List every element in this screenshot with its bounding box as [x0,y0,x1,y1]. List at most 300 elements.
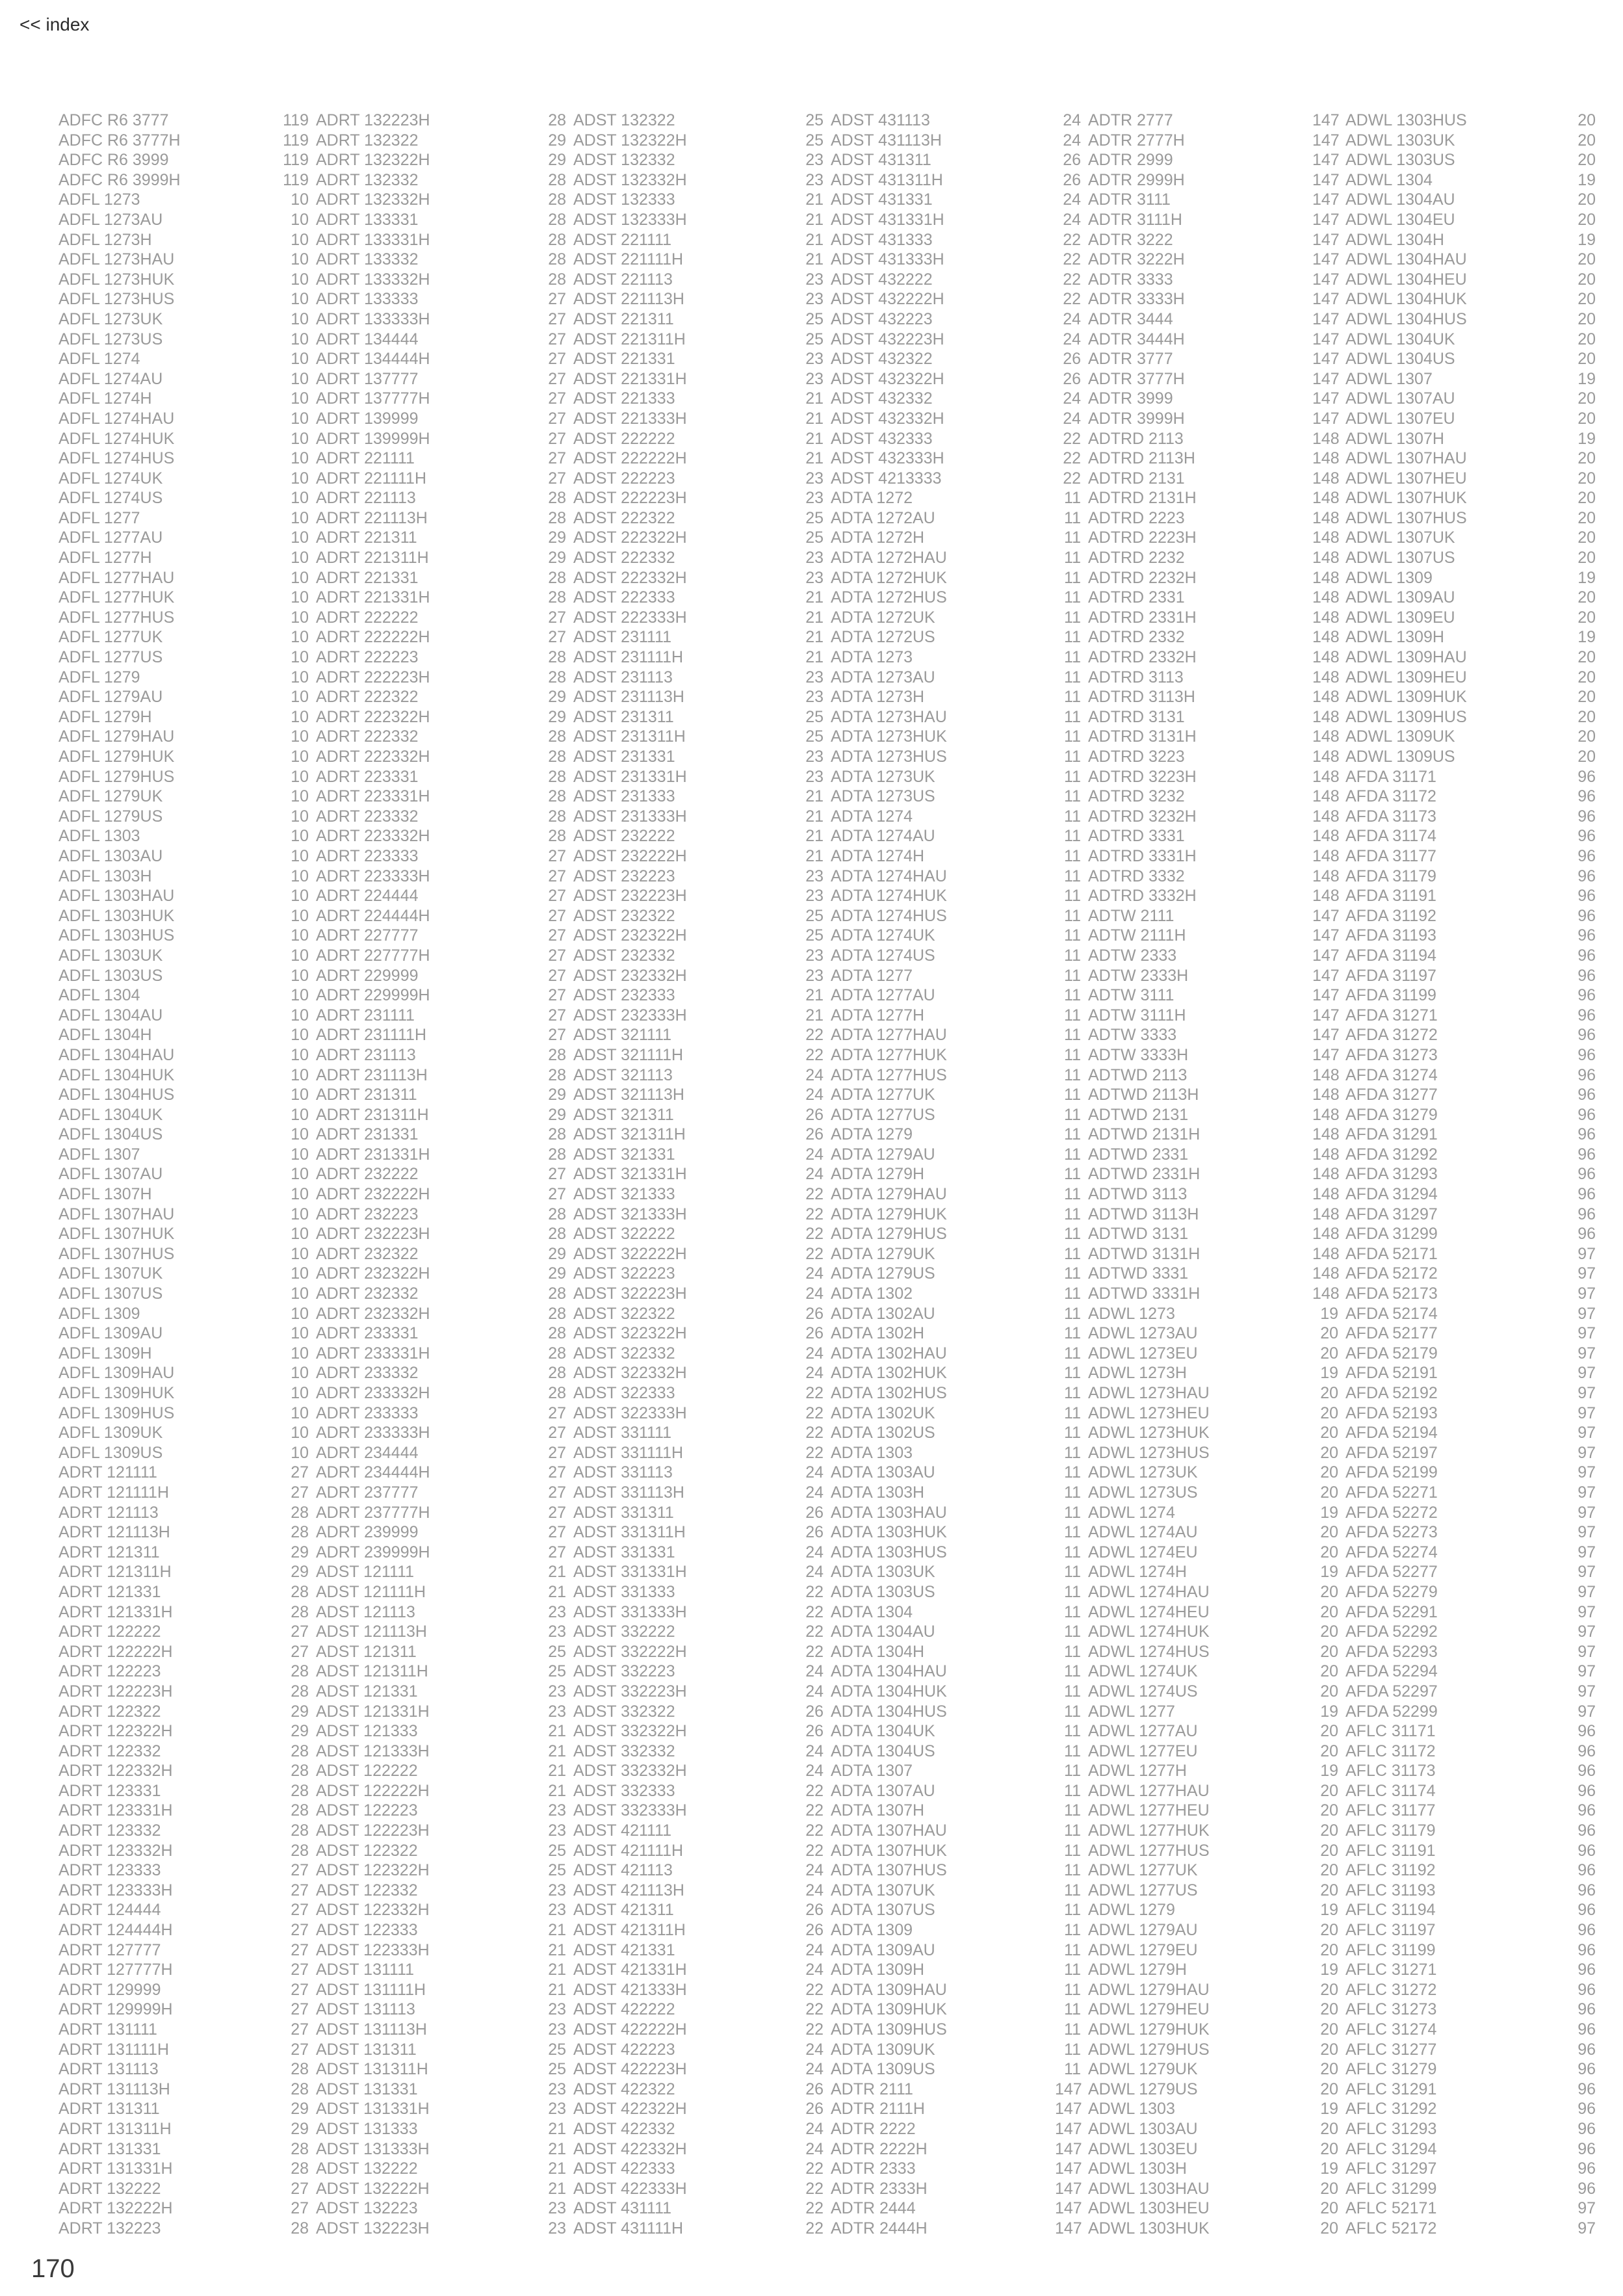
index-entry [1088,469,1338,489]
product-code: ADST 332332H [573,1762,687,1781]
page-reference: 20 [1320,2179,1338,2198]
index-entry [316,449,566,469]
product-code: ADST 122322 [316,1841,418,1860]
product-code: ADST 231311 [573,707,674,726]
product-code: ADWL 1273UK [1088,1463,1198,1482]
product-code: ADTWD 3331H [1088,1285,1201,1303]
index-entry [1345,429,1596,449]
page-reference: 20 [1578,707,1596,726]
page-reference: 19 [1320,1702,1338,1721]
page-reference: 10 [291,588,309,607]
product-code: ADST 232322H [573,926,687,945]
page-reference: 27 [291,1961,309,1979]
index-entry [831,349,1081,369]
page-reference: 21 [548,1781,566,1800]
product-code: AFDA 52179 [1345,1344,1438,1363]
index-entry [1345,568,1596,588]
product-code: ADWL 1277 [1088,1702,1175,1721]
page-reference: 11 [1064,2040,1081,2059]
page-reference: 20 [1320,1483,1338,1502]
index-entry [1088,2080,1338,2100]
product-code: ADST 421331 [573,1940,675,1959]
product-code: ADST 221331 [573,350,675,369]
page-reference: 97 [1578,1623,1596,1641]
product-code: ADRT 123331H [58,1801,173,1820]
index-entry [1088,1761,1338,1781]
index-entry [1345,1781,1596,1801]
product-code: ADTA 1304 [831,1602,913,1621]
index-entry [573,1721,824,1742]
product-code: ADST 331331 [573,1543,675,1561]
product-code: ADST 221113H [573,290,684,309]
product-code: ADRT 123332H [58,1841,173,1860]
index-entry [1088,2099,1338,2119]
index-entry [1345,1324,1596,1344]
back-to-index-link[interactable]: << index [19,14,90,34]
index-entry [831,1383,1081,1403]
index-entry [316,230,566,250]
index-entry [831,906,1081,926]
index-entry [573,1065,824,1086]
page-reference: 96 [1578,1722,1596,1741]
page-reference: 24 [805,1364,824,1383]
index-entry [1345,2040,1596,2060]
product-code: ADTA 1303 [831,1443,913,1462]
index-entry [1345,1065,1596,1086]
index-entry [573,1025,824,1045]
page-reference: 28 [548,767,566,786]
index-entry [316,1522,566,1543]
product-code: AFDA 31193 [1345,926,1436,945]
product-code: ADST 322322 [573,1304,675,1323]
page-reference: 20 [1578,250,1596,269]
page-reference: 20 [1578,489,1596,508]
product-code: ADTWD 3113H [1088,1205,1199,1223]
product-code: ADST 122333 [316,1921,418,1940]
index-entry [316,787,566,807]
index-entry [573,508,824,528]
product-code: ADTA 1279HUS [831,1225,947,1244]
page-reference: 147 [1312,926,1340,945]
index-entry [316,1423,566,1443]
page-reference: 96 [1578,1801,1596,1820]
page-reference: 20 [1578,469,1596,488]
index-entry [58,826,309,846]
product-code: ADTA 1309HUK [831,2000,947,2019]
page-reference: 10 [291,787,309,806]
product-code: ADRT 232332 [316,1285,419,1303]
page-reference: 11 [1064,628,1081,647]
product-code: AFLC 31191 [1345,1841,1436,1860]
page-reference: 22 [1063,469,1081,488]
page-reference: 11 [1064,1821,1081,1840]
page-reference: 20 [1320,1523,1338,1542]
index-entry [58,1403,309,1424]
page-reference: 28 [291,1602,309,1621]
page-reference: 21 [548,1722,566,1741]
product-code: ADST 121113 [316,1602,415,1621]
index-entry [1088,1324,1338,1344]
page-reference: 29 [548,1105,566,1124]
index-entry [573,707,824,727]
page-reference: 24 [1063,210,1081,229]
index-entry [58,1443,309,1463]
page-reference: 28 [548,1225,566,1244]
product-code: ADST 121311 [316,1642,417,1661]
product-code: ADFL 1307UK [58,1264,163,1283]
index-entry [1088,1363,1338,1383]
page-reference: 10 [291,946,309,965]
page-reference: 96 [1578,887,1596,906]
index-entry [316,1403,566,1424]
page-reference: 147 [1055,2199,1082,2218]
product-code: ADWL 1277HAU [1088,1781,1210,1800]
product-code: ADTR 3111H [1088,210,1182,229]
index-entry [831,1742,1081,1762]
page-reference: 148 [1312,867,1340,885]
page-reference: 148 [1312,727,1340,746]
index-entry [573,270,824,290]
page-reference: 29 [291,1702,309,1721]
index-entry [573,966,824,986]
product-code: ADST 231111H [573,648,684,667]
index-entry [1345,966,1596,986]
product-code: ADST 321333 [573,1185,675,1204]
index-entry [316,1960,566,1980]
index-entry [316,349,566,369]
index-entry [573,807,824,827]
page-reference: 28 [548,230,566,249]
product-code: ADTWD 3131H [1088,1244,1201,1263]
product-code: ADTRD 3113 [1088,668,1184,686]
index-entry [1345,588,1596,608]
index-entry [831,1980,1081,2000]
page-reference: 10 [291,469,309,488]
page-reference: 27 [548,1165,566,1184]
page-reference: 22 [805,1185,824,1204]
product-code: ADTRD 2232H [1088,568,1197,587]
product-code: ADRT 232223H [316,1225,430,1244]
product-code: ADST 222332 [573,549,675,567]
product-code: ADFL 1274HUS [58,449,175,468]
index-entry [58,1940,309,1961]
product-code: ADRT 221311H [316,549,429,567]
index-entry [316,985,566,1006]
page-reference: 119 [283,170,309,189]
page-reference: 11 [1064,707,1081,726]
product-code: ADRT 122223H [58,1682,173,1701]
index-entry [316,270,566,290]
page-reference: 28 [291,1762,309,1781]
product-code: ADTA 1273HUK [831,727,947,746]
page-reference: 28 [291,2159,309,2178]
index-entry [58,1860,309,1881]
index-entry [1345,687,1596,707]
page-reference: 21 [548,1980,566,1999]
index-entry [316,1582,566,1602]
index-entry [573,469,824,489]
index-entry [316,548,566,568]
page-reference: 20 [1320,1921,1338,1940]
index-entry [831,886,1081,906]
index-entry [573,1344,824,1364]
page-reference: 22 [805,1841,824,1860]
page-reference: 10 [291,389,309,408]
page-reference: 19 [1578,369,1596,388]
index-entry [1345,210,1596,230]
page-reference: 11 [1064,528,1081,547]
product-code: ADST 421333H [573,1980,687,1999]
page-reference: 23 [548,2100,566,2119]
index-entry [831,2080,1081,2100]
page-reference: 25 [548,1861,566,1880]
page-reference: 23 [805,151,824,170]
page-reference: 20 [1320,2199,1338,2218]
product-code: ADRT 132222 [58,2179,161,2198]
page-reference: 28 [548,787,566,806]
product-code: ADRT 222322H [316,707,430,726]
index-entry [58,1085,309,1105]
index-entry [1345,826,1596,846]
index-entry [1345,1801,1596,1821]
product-code: ADST 221111H [573,250,684,269]
page-reference: 96 [1578,2020,1596,2039]
page-reference: 27 [548,1443,566,1462]
index-entry [1345,767,1596,787]
index-entry [1088,409,1338,429]
page-reference: 21 [548,1961,566,1979]
page-reference: 11 [1064,1105,1081,1124]
product-code: ADTW 2333 [1088,946,1177,965]
index-entry [316,1324,566,1344]
product-code: AFLC 31194 [1345,1901,1436,1920]
product-code: ADRT 133332 [316,250,419,269]
index-entry [316,1841,566,1861]
product-code: ADFL 1279HUK [58,748,175,766]
product-code: ADTA 1273US [831,787,935,806]
index-entry [58,1125,309,1145]
page-reference: 20 [1578,588,1596,607]
product-code: ADTA 1274UK [831,926,935,945]
page-reference: 20 [1578,449,1596,468]
product-code: ADST 222223 [573,469,675,488]
product-code: ADRT 129999H [58,2000,173,2019]
index-entry [316,1761,566,1781]
index-entry [58,289,309,309]
index-entry [573,1801,824,1821]
index-column-5 [1088,111,1338,2239]
product-code: ADTA 1309 [831,1921,913,1940]
product-code: ADRT 122322 [58,1702,161,1721]
page-reference: 27 [548,309,566,328]
page-reference: 97 [1578,1702,1596,1721]
index-entry [316,826,566,846]
index-entry [316,608,566,628]
index-entry [573,1761,824,1781]
product-code: ADST 232322 [573,906,675,925]
product-code: ADST 221113 [573,270,673,289]
product-code: ADST 221333H [573,409,687,428]
page-reference: 11 [1064,1403,1081,1422]
page-reference: 96 [1578,2179,1596,2198]
product-code: ADTA 1302UK [831,1403,935,1422]
product-code: ADWL 1273HAU [1088,1384,1210,1402]
page-reference: 25 [548,1841,566,1860]
product-code: ADST 421111H [573,1841,684,1860]
index-entry [58,1383,309,1403]
page-reference: 148 [1312,449,1340,468]
page-reference: 23 [805,668,824,686]
index-entry [316,111,566,131]
index-entry [1088,886,1338,906]
page-reference: 147 [1312,409,1340,428]
index-entry [316,2080,566,2100]
index-entry [1088,389,1338,409]
product-code: ADTA 1302AU [831,1304,935,1323]
product-code: ADRT 231111H [316,1026,427,1045]
page-reference: 20 [1578,409,1596,428]
product-code: ADST 422222H [573,2020,687,2039]
index-entry [831,1940,1081,1961]
index-entry [1088,647,1338,668]
page-reference: 11 [1064,688,1081,707]
page-reference: 147 [1055,2080,1082,2098]
index-entry [573,488,824,508]
product-code: ADTA 1303HUS [831,1543,947,1561]
product-code: ADTA 1302HAU [831,1344,947,1363]
page-reference: 27 [548,966,566,985]
index-entry [316,1125,566,1145]
product-code: ADFL 1279US [58,807,163,826]
product-code: ADWL 1307EU [1345,409,1455,428]
index-entry [573,1742,824,1762]
product-code: ADTRD 2332H [1088,648,1197,667]
product-code: ADWL 1279 [1088,1901,1175,1920]
product-code: ADST 322222H [573,1244,687,1263]
product-code: ADTA 1307H [831,1801,925,1820]
product-code: ADFL 1277US [58,648,163,667]
index-entry [316,1781,566,1801]
product-code: ADST 422322 [573,2080,675,2098]
index-entry [58,1662,309,1682]
index-entry [316,1662,566,1682]
product-code: ADWL 1303HUK [1088,2219,1210,2237]
product-code: ADWL 1277H [1088,1762,1187,1781]
product-code: ADTA 1303HAU [831,1503,947,1522]
index-entry [831,1702,1081,1722]
page-reference: 26 [805,1125,824,1144]
product-code: ADRT 222223 [316,648,419,667]
page-reference: 10 [291,489,309,508]
product-code: ADST 231333 [573,787,675,806]
page-reference: 28 [291,2219,309,2237]
page-reference: 27 [548,429,566,448]
index-entry [831,867,1081,887]
page-reference: 28 [291,1841,309,1860]
page-reference: 10 [291,1443,309,1462]
index-entry [831,1443,1081,1463]
page-reference: 22 [1063,449,1081,468]
page-reference: 19 [1578,170,1596,189]
index-entry [1088,1383,1338,1403]
page-reference: 147 [1312,250,1340,269]
product-code: ADST 421331H [573,1961,687,1979]
page-reference: 10 [291,528,309,547]
page-reference: 28 [291,1742,309,1760]
product-code: ADST 122222 [316,1762,418,1781]
index-entry [1088,1860,1338,1881]
index-entry [831,767,1081,787]
product-code: AFDA 52294 [1345,1662,1438,1681]
product-code: AFDA 52273 [1345,1523,1438,1542]
product-code: ADRT 131111 [58,2020,157,2039]
page-reference: 21 [548,1582,566,1601]
product-code: ADST 122332H [316,1901,430,1920]
page-reference: 23 [805,549,824,567]
index-entry [58,1205,309,1225]
product-code: ADTW 2111H [1088,926,1186,945]
index-entry [1088,1622,1338,1642]
index-entry [573,747,824,767]
index-entry [58,2020,309,2040]
product-code: ADTA 1304HAU [831,1662,947,1681]
product-code: ADFL 1273UK [58,309,163,328]
product-code: ADST 121111H [316,1582,426,1601]
index-entry [1088,2179,1338,2199]
page-reference: 24 [805,2060,824,2079]
index-entry [1345,1602,1596,1623]
page-reference: 29 [548,1086,566,1104]
index-entry [831,1006,1081,1026]
index-entry [58,1562,309,1582]
product-code: ADRT 221311 [316,528,417,547]
index-entry [831,409,1081,429]
product-code: ADRT 222222H [316,628,430,647]
product-code: ADRT 139999 [316,409,419,428]
product-code: ADTA 1303AU [831,1463,935,1482]
product-code: ADTR 2222H [831,2139,928,2158]
page-reference: 28 [548,270,566,289]
product-code: AFLC 31197 [1345,1921,1436,1940]
page-reference: 27 [548,409,566,428]
index-entry [58,250,309,270]
index-entry [831,807,1081,827]
index-entry [1345,1363,1596,1383]
index-entry [573,2040,824,2060]
page-reference: 96 [1578,1921,1596,1940]
page-reference: 23 [805,270,824,289]
index-entry [831,1045,1081,1065]
product-code: ADTA 1309HAU [831,1980,947,1999]
index-entry [316,966,566,986]
page-reference: 148 [1312,1225,1340,1244]
index-entry [1088,1522,1338,1543]
index-entry [573,946,824,966]
page-reference: 10 [291,887,309,906]
product-code: ADTR 2777H [1088,131,1185,150]
page-reference: 10 [291,508,309,527]
index-entry [831,1900,1081,1920]
product-code: ADTA 1273H [831,688,925,707]
product-code: ADTRD 3232H [1088,807,1197,826]
product-code: ADFL 1304H [58,1026,152,1045]
page-reference: 21 [805,190,824,209]
product-code: AFLC 52171 [1345,2199,1437,2218]
product-code: ADFL 1303HUS [58,926,175,945]
index-entry [831,170,1081,190]
page-reference: 25 [548,2060,566,2079]
product-code: ADWL 1273EU [1088,1344,1198,1363]
